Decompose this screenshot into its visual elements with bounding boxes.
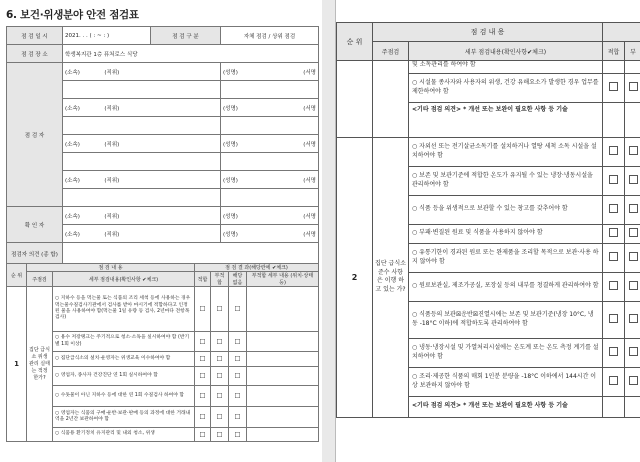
opinion-label: 점검자 의견 (종 합) xyxy=(7,243,63,266)
check-item: 및 소독관리를 하여야 함 xyxy=(409,61,603,74)
col-content: 점 검 내 용 xyxy=(373,23,603,42)
col-result: 점 검 결 과(해당란에 ✔체크) xyxy=(195,264,319,272)
checkbox-bad[interactable]: ☐ xyxy=(211,287,229,332)
check-item: ○ 식품용 환기정치 유지관리 및 내외 청소, 위생 xyxy=(53,428,195,442)
col-no: 순 위 xyxy=(337,23,373,61)
check-item: ○ 지하수 등을 먹는물 또는 식품의 조리 세척 등에 사용하는 경우 먹는물수질검사기관에서 검사를 받아 마시기에 적합하다고 인정된 물을 사용하여야 함(먹는물 1일 유량 등 검사, 2년마다 전항목 검사) xyxy=(53,287,195,332)
check-item: ○ 원료보관실, 제조가공실, 포장실 등의 내부를 청결하게 관리하여야 함 xyxy=(409,272,603,301)
date-value[interactable]: 2021. . . ( : ~ : ) xyxy=(63,27,151,45)
check-item: ○ 용수 저장탱크는 주기적으로 청소·소독을 실시하여야 함 (반기별 1회 이상) xyxy=(53,332,195,352)
date-label: 점 검 일 시 xyxy=(7,27,63,45)
checkbox-na[interactable]: ☐ xyxy=(229,287,247,332)
inspector-row: (소속) (직위) xyxy=(63,171,221,189)
check-item: ○ 집단급식소의 설치·운영자는 위생교육 이수하여야 함 xyxy=(53,352,195,367)
check-item: ○ 냉동·냉장시설 및 가열처리시설에는 온도계 또는 온도 측정 계기를 설치하여야 함 xyxy=(409,338,603,367)
opinion-row: <기타 점검 의견> * 개선 또는 보완이 필요한 사항 등 기술 xyxy=(409,396,603,417)
col-content: 점 검 내 용 xyxy=(27,264,195,272)
place-value[interactable]: 학생복지관 1층 퓨쳐로스 식당 xyxy=(63,45,319,63)
check-item: ○ 영업자, 종사자 건강진단 연 1회 실시하여야 함 xyxy=(53,367,195,386)
confirmer-label: 확 인 자 xyxy=(7,207,63,243)
check-item: ○ 식품등의 보관☒운반☒진열시에는 보존 및 보관기준(냉장 10°C, 냉동 -18°C 이하)에 적합하도록 관리하여야 함 xyxy=(409,301,603,338)
opinion-row: <기타 점검 의견> * 개선 또는 보완이 필요한 사항 등 기술 xyxy=(409,102,603,137)
checkbox-bad[interactable] xyxy=(629,82,638,91)
inspector-row: (소속) (직위) xyxy=(63,135,221,153)
row-number: 2 xyxy=(337,137,373,417)
checkbox-ok[interactable]: ☐ xyxy=(195,287,211,332)
right-page xyxy=(335,0,640,462)
inspector-row: (소속) (직위) xyxy=(63,63,221,81)
check-item: ○ 수돗물이 아닌 지하수 등에 대한 연 1회 수질검사 하여야 함 xyxy=(53,386,195,407)
check-item: ○ 보존 및 보관기준에 적합한 온도가 유지될 수 있는 냉장·냉동시설을 관리하여야 함 xyxy=(409,166,603,195)
main-item: 집단 급식소 위생 관리 실태는 적정 한가? xyxy=(27,287,53,442)
check-item: ○ 부패·변질된 원료 및 식품을 사용하지 않아야 함 xyxy=(409,224,603,243)
col-no: 순 위 xyxy=(7,264,27,287)
inspection-table-left: 순 위 점 검 내 용 점 검 결 과(해당란에 ✔체크) 주점검 세부 점검내용(확인사항 ✔체크) 적합 부적합 해당 없음 부적합 세부 내용 (위치·상태 등) 1 집단 급식소 위생 관리 실태는 적정 한가? ○ 지하수 등을 먹는물 또는 식품의 조리 세척 등에 사용하는 경우 먹는물수질검사기관에서 검사를 받아 마시기에 적합하다고 인정된 물을 사용하여야 함(먹는물 1일 유량 등 검사, 2년마다 전항목 검사) ☐ ☐ ☐ ○ 용수 저장탱크는 주기적으로 청소·소독을 실시하여야 함 (반기별 1회 이상) ☐ ☐ ☐ ○ 집단급식소의 설치·운영자는 위생교육 이수하여야 함 ☐ ☐ ☐ ○ 영업자, 종사자 건강진단 연 1회 실시하여야 함 ☐ ☐ ☐ ○ 수돗물이 아닌 지하수 등에 대한 연 1회 수질검사 하여야 함 ☐ ☐ ☐ ○ 영업자는 식품의 구매·운반·보관·판매 등의 과정에 대한 거래내역을 2년간 보관하여야 함 ☐ ☐ ☐ ○ 식품용 환기정치 유지관리 및 내외 청소, 위생 ☐ ☐ ☐ xyxy=(6,263,319,442)
checkbox-ok[interactable] xyxy=(609,82,618,91)
page-title: 6. 보건·위생분야 안전 점검표 xyxy=(6,9,139,21)
type-value[interactable]: 자체 점검 / 상위 점검 xyxy=(221,27,319,45)
info-table: 점 검 일 시 2021. . . ( : ~ : ) 점 검 구 분 자체 점검 / 상위 점검 점 검 장 소 학생복지관 1층 퓨쳐로스 식당 점 검 자 (소속) (직위) (성명) (서명 (소속) (직위) (성명) (서명 (소속) (직위) (성명) (서명 (소속) (직위) (성명) (서명 확 인 자 (소속) (직위) (성명) (서명 (소속) (직위) (성명) (서명 점검자 의견 (종 합) xyxy=(6,26,319,266)
check-item: ○ 시설물 종사자와 사용자의 위생, 건강 유해요소가 발생한 경우 업무를 제한하여야 함 xyxy=(409,73,603,102)
inspector-row: (소속) (직위) xyxy=(63,99,221,117)
main-item: 집단 급식소 준수 사항 은 이행 하고 있는 가? xyxy=(373,137,409,417)
check-item: ○ 유통기한이 경과된 원료 또는 완제품을 조리할 목적으로 보관·사용 하지 않아야 함 xyxy=(409,243,603,272)
check-item: ○ 자외선 또는 전기살균소독기를 설치하거나 열탕 세척 소독 시설을 설치하여야 함 xyxy=(409,137,603,166)
check-item: ○ 식품 등을 위생적으로 보관할 수 있는 창고를 갖추어야 함 xyxy=(409,195,603,224)
type-label: 점 검 구 분 xyxy=(151,27,221,45)
row-number: 1 xyxy=(7,287,27,442)
inspector-label: 점 검 자 xyxy=(7,63,63,207)
inspection-table-right: 순 위 점 검 내 용 주점검 세부 점검내용(확인사항✔체크) 적합 부 및 소독관리를 하여야 함 ○ 시설물 종사자와 사용자의 위생, 건강 유해요소가 발생한 경우 업무를 제한하여야 함 <기타 점검 의견> * 개선 또는 보완이 필요한 사항 등 기술 2 집단 급식소 준수 사항 은 이행 하고 있는 가? ○ 자외선 또는 전기살균소독기를 설치하거나 열탕 세척 소독 시설을 설치하여야 함 ○ 보존 및 보관기준에 적합한 온도가 유지될 수 있는 냉장·냉동시설을 관리하여야 함 ○ 식품 등을 위생적으로 보관할 수 있는 창고를 갖추어야 함 ○ 부패·변질된 원료 및 식품을 사용하지 않아야 함 ○ 유통기한이 경과된 원료 또는 완제품을 조리할 목적으로 보관·사용 하지 않아야 함 ○ 원료보관실, 제조가공실, 포장실 등의 내부를 청결하게 관리하여야 함 ○ 식품등의 보관☒운반☒진열시에는 보존 및 보관기준(냉장 10°C, 냉동 -18°C 이하)에 적합하도록 관리하여야 함 ○ 냉동·냉장시설 및 가열처리시설에는 온도계 또는 온도 측정 계기를 설치하여야 함 ○ 조리·제공한 식품의 매회 1인분 분량을 -18°C 이하에서 144시간 이상 보관하지 않아야 함 <기타 점검 의견> * 개선 또는 보완이 필요한 사항 등 기술 xyxy=(336,22,640,418)
check-item: ○ 조리·제공한 식품의 매회 1인분 분량을 -18°C 이하에서 144시간 이상 보관하지 않아야 함 xyxy=(409,367,603,396)
check-item: ○ 영업자는 식품의 구매·운반·보관·판매 등의 과정에 대한 거래내역을 2년간 보관하여야 함 xyxy=(53,407,195,428)
place-label: 점 검 장 소 xyxy=(7,45,63,63)
